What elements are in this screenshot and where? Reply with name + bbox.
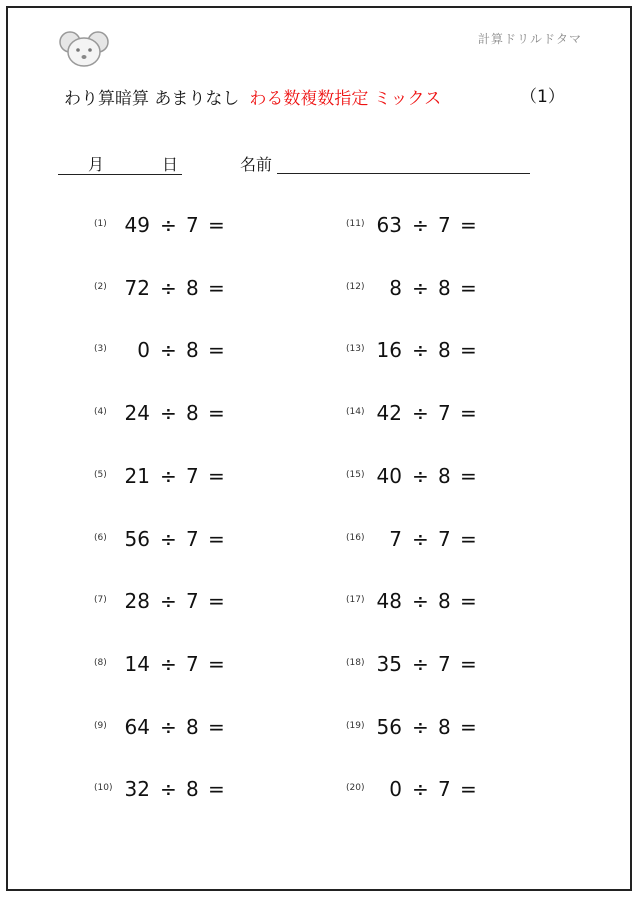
divide-sign: ÷: [160, 714, 177, 739]
equals-sign: =: [460, 714, 477, 739]
dividend: 8: [389, 275, 402, 300]
divisor: 7: [186, 589, 199, 614]
problem-item: [94, 775, 244, 805]
problem-number: (14): [346, 407, 365, 418]
equals-sign: =: [208, 463, 225, 488]
equals-sign: =: [460, 463, 477, 488]
problem-number: (15): [346, 469, 365, 480]
problem-number: (6): [94, 532, 107, 543]
divisor: 7: [186, 213, 199, 237]
day-label: 日: [162, 155, 179, 174]
equals-sign: =: [208, 526, 225, 551]
divide-sign: ÷: [412, 526, 429, 551]
problem-number: (4): [94, 407, 107, 418]
equals-sign: =: [208, 651, 225, 676]
problem-number: (18): [346, 657, 365, 668]
equals-sign: =: [208, 213, 225, 237]
divisor: 7: [186, 526, 199, 551]
problem-number: (5): [94, 469, 107, 480]
divide-sign: ÷: [412, 714, 429, 739]
problem-number: (7): [94, 595, 107, 606]
dividend: 24: [124, 401, 150, 426]
equals-sign: =: [460, 401, 477, 426]
equals-sign: =: [208, 777, 225, 802]
divisor: 7: [438, 526, 451, 551]
problem-item: [346, 650, 496, 680]
divide-sign: ÷: [412, 463, 429, 488]
divisor: 8: [186, 338, 199, 363]
dividend: 16: [376, 338, 402, 363]
dividend: 21: [124, 463, 150, 488]
problem-item: [346, 336, 496, 366]
sheet-number: （1）: [520, 87, 565, 107]
problem-number: (10): [94, 783, 113, 794]
divide-sign: ÷: [160, 526, 177, 551]
dividend: 42: [376, 401, 402, 426]
equals-sign: =: [460, 589, 477, 614]
problem-number: (17): [346, 595, 365, 606]
problem-number: (12): [346, 281, 365, 292]
problem-item: [346, 399, 496, 429]
problem-number: (16): [346, 532, 365, 543]
divisor: 7: [186, 463, 199, 488]
problem-item: [94, 650, 244, 680]
problem-item: [94, 211, 244, 241]
equals-sign: =: [460, 213, 477, 237]
problem-item: [94, 462, 244, 492]
dividend: 49: [124, 213, 150, 237]
divisor: 8: [186, 401, 199, 426]
divisor: 7: [438, 777, 451, 802]
divide-sign: ÷: [160, 338, 177, 363]
divide-sign: ÷: [412, 651, 429, 676]
dividend: 0: [137, 338, 150, 363]
problem-number: (11): [346, 219, 365, 229]
dividend: 14: [124, 651, 150, 676]
equals-sign: =: [460, 651, 477, 676]
divisor: 8: [438, 338, 451, 363]
problem-item: [346, 713, 496, 743]
date-field[interactable]: [58, 152, 182, 175]
brand-label: 計算ドリルドタマ: [477, 32, 582, 46]
name-field[interactable]: [277, 173, 530, 174]
divisor: 7: [438, 213, 451, 237]
equals-sign: =: [460, 777, 477, 802]
divide-sign: ÷: [412, 275, 429, 300]
problem-item: [346, 274, 496, 304]
equals-sign: =: [208, 338, 225, 363]
dividend: 32: [124, 777, 150, 802]
problem-item: [346, 525, 496, 555]
dividend: 28: [124, 589, 150, 614]
divisor: 8: [186, 777, 199, 802]
title-main: わり算暗算 あまりなし: [64, 89, 240, 109]
divide-sign: ÷: [160, 777, 177, 802]
divide-sign: ÷: [160, 401, 177, 426]
divide-sign: ÷: [412, 401, 429, 426]
dividend: 40: [376, 463, 402, 488]
problem-number: (20): [346, 783, 365, 794]
problem-item: [94, 274, 244, 304]
problem-item: [94, 336, 244, 366]
divisor: 7: [438, 401, 451, 426]
divide-sign: ÷: [412, 589, 429, 614]
dividend: 48: [376, 589, 402, 614]
equals-sign: =: [460, 526, 477, 551]
divisor: 8: [186, 275, 199, 300]
dividend: 56: [124, 526, 150, 551]
divisor: 7: [186, 651, 199, 676]
dividend: 35: [376, 651, 402, 676]
dividend: 63: [376, 213, 402, 237]
problem-number: (2): [94, 281, 107, 292]
mouse-logo-icon: [58, 28, 110, 68]
equals-sign: =: [208, 714, 225, 739]
equals-sign: =: [460, 275, 477, 300]
problem-item: [346, 587, 496, 617]
dividend: 7: [389, 526, 402, 551]
equals-sign: =: [208, 275, 225, 300]
dividend: 0: [389, 777, 402, 802]
month-label: 月: [88, 155, 105, 174]
equals-sign: =: [208, 401, 225, 426]
dividend: 56: [376, 714, 402, 739]
problem-number: (8): [94, 657, 107, 668]
divisor: 8: [186, 714, 199, 739]
page-border: [6, 6, 632, 891]
divide-sign: ÷: [412, 213, 429, 237]
divisor: 8: [438, 463, 451, 488]
divide-sign: ÷: [160, 213, 177, 237]
problem-item: [346, 462, 496, 492]
worksheet-title: [64, 84, 441, 109]
problem-item: [94, 399, 244, 429]
problem-item: [94, 587, 244, 617]
divisor: 8: [438, 714, 451, 739]
problem-item: [346, 775, 496, 805]
equals-sign: =: [460, 338, 477, 363]
dividend: 72: [124, 275, 150, 300]
equals-sign: =: [208, 589, 225, 614]
divide-sign: ÷: [160, 275, 177, 300]
divide-sign: ÷: [160, 589, 177, 614]
problem-number: (19): [346, 720, 365, 731]
name-label: 名前: [240, 155, 273, 174]
divisor: 8: [438, 275, 451, 300]
divisor: 7: [438, 651, 451, 676]
divisor: 8: [438, 589, 451, 614]
title-sub: わる数複数指定 ミックス: [249, 89, 442, 109]
divide-sign: ÷: [160, 463, 177, 488]
problem-item: [94, 713, 244, 743]
dividend: 64: [124, 714, 150, 739]
divide-sign: ÷: [412, 338, 429, 363]
problem-item: [94, 525, 244, 555]
problem-number: (13): [346, 344, 365, 355]
problem-number: (9): [94, 720, 107, 731]
problem-number: (3): [94, 344, 107, 355]
divide-sign: ÷: [160, 651, 177, 676]
divide-sign: ÷: [412, 777, 429, 802]
problem-item: [346, 211, 496, 241]
problem-number: (1): [94, 219, 107, 229]
